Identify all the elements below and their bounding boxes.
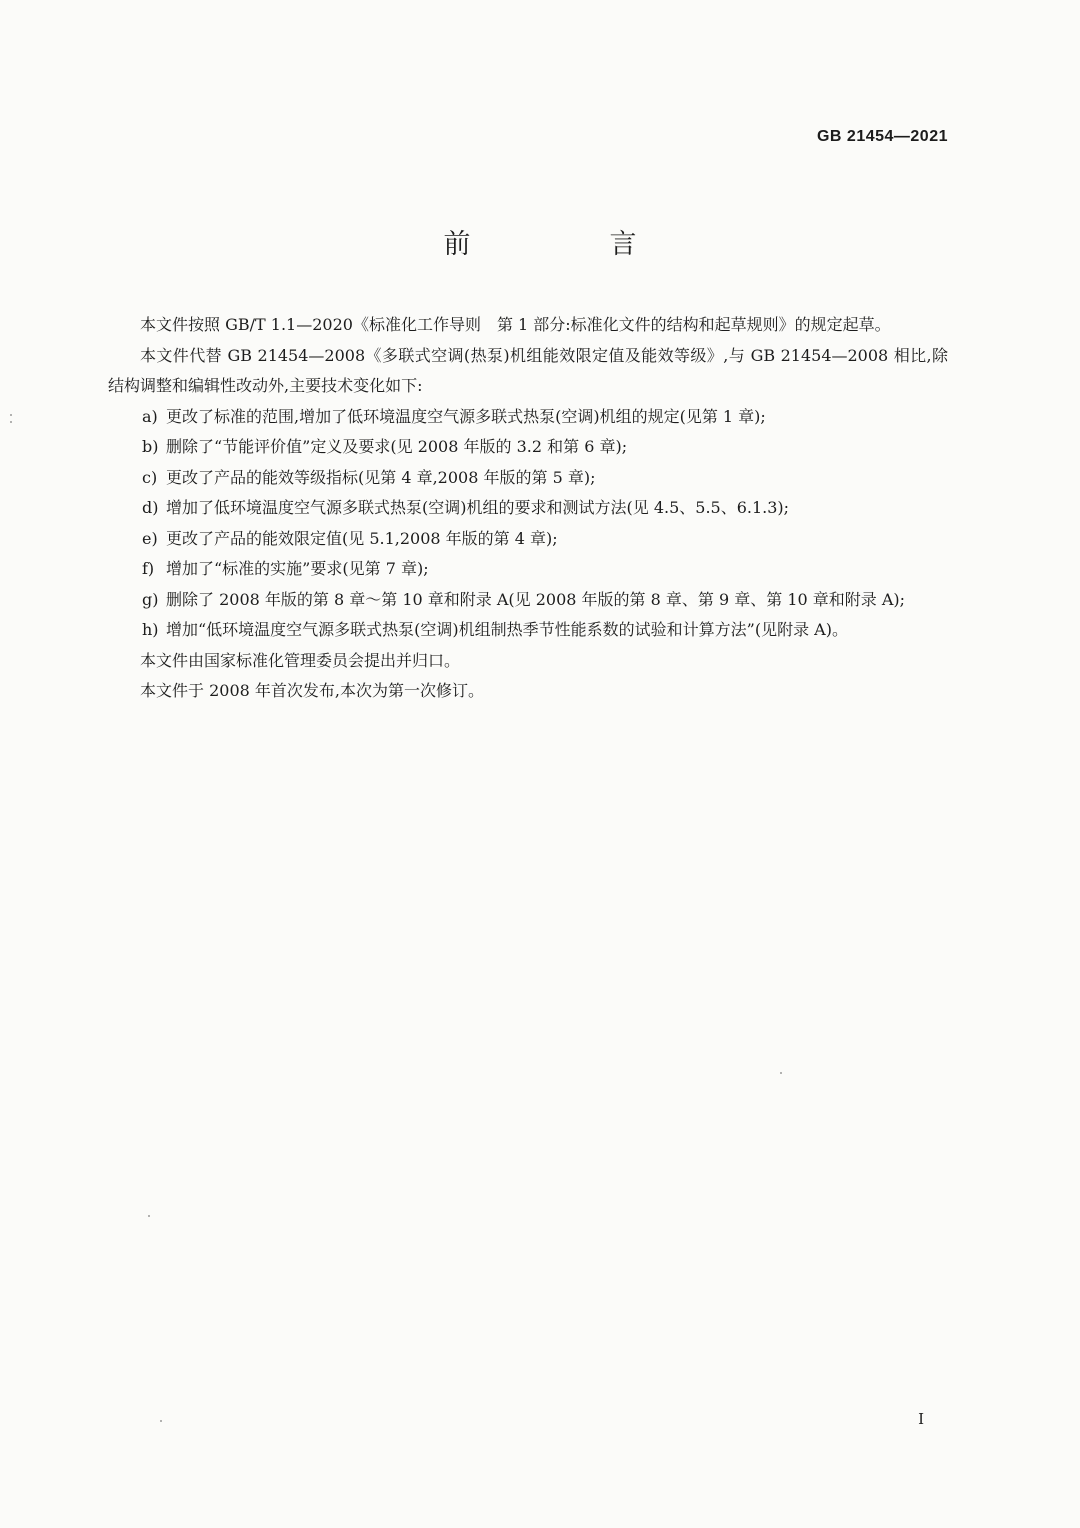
- paragraph-drafting-basis: 本文件按照 GB/T 1.1—2020《标准化工作导则 第 1 部分:标准化文件的结构和起草规则》的规定起草。: [140, 315, 891, 334]
- scan-speck: [10, 414, 12, 416]
- list-item: [108, 432, 948, 463]
- list-item-label: e): [142, 528, 158, 548]
- list-item-text: 更改了标准的范围,增加了低环境温度空气源多联式热泵(空调)机组的规定(见第 1 章);: [166, 406, 766, 426]
- list-item-label: a): [142, 406, 158, 426]
- list-item-label: g): [142, 589, 159, 609]
- list-item: [108, 554, 948, 585]
- scan-speck: [160, 1420, 162, 1422]
- list-item-text: 更改了产品的能效等级指标(见第 4 章,2008 年版的第 5 章);: [166, 467, 596, 487]
- list-item-label: c): [142, 467, 158, 487]
- list-item: [108, 493, 948, 524]
- list-item-text: 增加了低环境温度空气源多联式热泵(空调)机组的要求和测试方法(见 4.5、5.5、6.1.3);: [166, 498, 790, 517]
- list-item: [108, 402, 948, 433]
- list-item: [108, 585, 948, 616]
- list-item-text: 删除了“节能评价值”定义及要求(见 2008 年版的 3.2 和第 6 章);: [166, 437, 628, 456]
- paragraph-proposer: 本文件由国家标准化管理委员会提出并归口。: [140, 650, 461, 670]
- list-item: [108, 524, 948, 555]
- standard-code: GB 21454—2021: [816, 128, 948, 145]
- paragraph-revision-history: 本文件于 2008 年首次发布,本次为第一次修订。: [140, 681, 484, 700]
- list-item: [108, 463, 948, 494]
- list-item-label: f): [142, 559, 155, 578]
- list-item-text: 增加“低环境温度空气源多联式热泵(空调)机组制热季节性能系数的试验和计算方法”(见附录 A)。: [166, 620, 848, 639]
- paragraph-replacement: 本文件代替 GB 21454—2008《多联式空调(热泵)机组能效限定值及能效等级》,与 GB 21454—2008 相比,除结构调整和编辑性改动外,主要技术变化如下:: [108, 345, 948, 395]
- list-item-label: h): [142, 620, 159, 639]
- page-number: I: [918, 1410, 924, 1428]
- scan-speck: [148, 1215, 150, 1217]
- page-title: 前 言: [443, 229, 693, 260]
- document-body: [108, 310, 948, 707]
- list-item-label: b): [142, 437, 159, 456]
- list-item-text: 增加了“标准的实施”要求(见第 7 章);: [166, 559, 429, 578]
- list-item-text: 删除了 2008 年版的第 8 章～第 10 章和附录 A(见 2008 年版的第 8 章、第 9 章、第 10 章和附录 A);: [166, 589, 906, 609]
- list-item-text: 更改了产品的能效限定值(见 5.1,2008 年版的第 4 章);: [166, 528, 558, 548]
- scan-speck: [780, 1072, 782, 1074]
- list-item: [108, 615, 948, 646]
- list-item-label: d): [142, 498, 159, 517]
- scan-speck: [10, 421, 12, 423]
